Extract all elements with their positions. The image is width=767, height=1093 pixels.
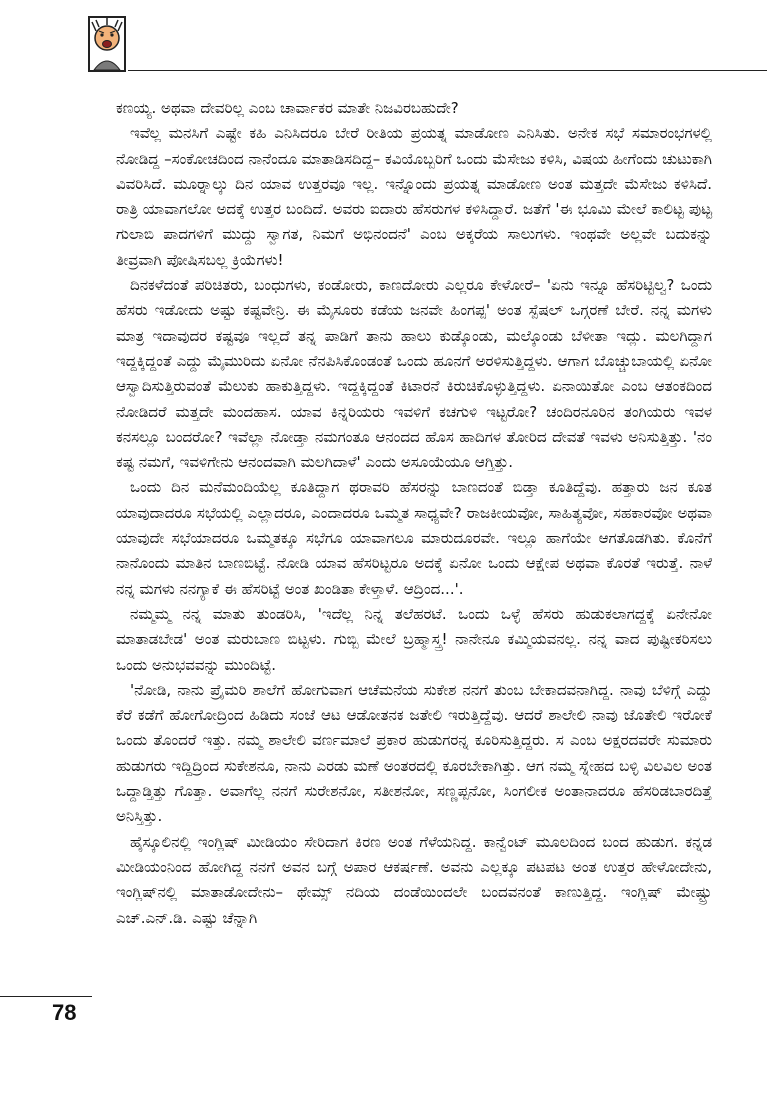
paragraph: 'ನೋಡಿ, ನಾನು ಪ್ರೈಮರಿ ಶಾಲೆಗೆ ಹೋಗುವಾಗ ಆಚೆಮನೆಯ ಸುಕೇಶ ನನಗೆ ತುಂಬ ಬೇಕಾದವನಾಗಿದ್ದ. ನಾವು ಬೆಳಿಗ್ಗೆ ಎದ್ದು ಕೆರೆ ಕಡೆಗೆ ಹೋಗೋದ್ರಿಂದ ಹಿಡಿದು ಸಂಜೆ ಆಟ ಆಡೋತನಕ ಜತೇಲಿ ಇರುತ್ತಿದ್ದೆವು. ಆದರೆ ಶಾಲೇಲಿ ನಾವು ಜೊತೇಲಿ ಇರೋಕೆ ಒಂದು ತೊಂದರೆ ಇತ್ತು. ನಮ್ಮ ಶಾಲೇಲಿ ವರ್ಣಮಾಲೆ ಪ್ರಕಾರ ಹುಡುಗರನ್ನ ಕೂರಿಸುತ್ತಿದ್ದರು. ಸ ಎಂಬ ಅಕ್ಷರದವರೇ ಸುಮಾರು ಹುಡುಗರು ಇದ್ದಿದ್ರಿಂದ ಸುಕೇಶನೂ, ನಾನು ಎರಡು ಮಣೆ ಅಂತರದಲ್ಲಿ ಕೂರಬೇಕಾಗಿತ್ತು. ಆಗ ನಮ್ಮ ಸ್ನೇಹದ ಬಳ್ಳಿ ವಿಲವಿಲ ಅಂತ ಒದ್ದಾಡ್ತಿತ್ತು ಗೊತ್ತಾ. ಅವಾಗೆಲ್ಲ ನನಗೆ ಸುರೇಶನೋ, ಸತೀಶನೋ, ಸಣ್ಣಪ್ಪನೋ, ಸಿಂಗಲೀಕ ಅಂತಾನಾದರೂ ಹೆಸರಿಡಬಾರದಿತ್ತೆ ಅನಿಸ್ತಿತ್ತು.	[116, 680, 712, 826]
paragraph: ನಮ್ಮಮ್ಮ ನನ್ನ ಮಾತು ತುಂಡರಿಸಿ, 'ಇದೆಲ್ಲ ನಿನ್ನ ತಲೆಹರಟೆ. ಒಂದು ಒಳ್ಳೆ ಹೆಸರು ಹುಡುಕಲಾಗದ್ದಕ್ಕೆ ಏನೇನೋ ಮಾತಾಡಬೇಡ' ಅಂತ ಮರುಬಾಣ ಬಿಟ್ಟಳು. ಗುಬ್ಬಿ ಮೇಲೆ ಬ್ರಹ್ಮಾಸ್ತ್ರ! ನಾನೇನೂ ಕಮ್ಮಿಯವನಲ್ಲ. ನನ್ನ ವಾದ ಪುಷ್ಟೀಕರಿಸಲು ಒಂದು ಅನುಭವವನ್ನು ಮುಂದಿಟ್ಟೆ.	[116, 604, 712, 674]
shouting-face-icon	[90, 18, 124, 70]
body-text	[116, 96, 712, 931]
paragraph: ಹೈಸ್ಕೂಲಿನಲ್ಲಿ ಇಂಗ್ಲಿಷ್ ಮೀಡಿಯಂ ಸೇರಿದಾಗ ಕಿರಣ ಅಂತ ಗೆಳೆಯನಿದ್ದ. ಕಾನ್ವೆಂಟ್ ಮೂಲದಿಂದ ಬಂದ ಹುಡುಗ. ಕನ್ನಡ ಮೀಡಿಯಂನಿಂದ ಹೋಗಿದ್ದ ನನಗೆ ಅವನ ಬಗ್ಗೆ ಅಪಾರ ಆಕರ್ಷಣೆ. ಅವನು ಎಲ್ಲಕ್ಕೂ ಪಟಪಟ ಅಂತ ಉತ್ತರ ಹೇಳೋದೇನು, ಇಂಗ್ಲಿಷ್‌ನಲ್ಲಿ ಮಾತಾಡೋದೇನು– ಥೇಮ್ಸ್ ನದಿಯ ದಂಡೆಯಿಂದಲೇ ಬಂದವನಂತೆ ಕಾಣುತ್ತಿದ್ದ. ಇಂಗ್ಲಿಷ್ ಮೇಷ್ಟ್ರು ಎಚ್.ಎನ್.ಡಿ. ಎಷ್ಟು ಚೆನ್ನಾಗಿ	[116, 832, 712, 927]
paragraph: ದಿನಕಳೆದಂತೆ ಪರಿಚಿತರು, ಬಂಧುಗಳು, ಕಂಡೋರು, ಕಾಣದೋರು ಎಲ್ಲರೂ ಕೇಳೋರೆ– 'ಏನು ಇನ್ನೂ ಹೆಸರಿಟ್ಟಿಲ್ವ? ಒಂದು ಹೆಸರು ಇಡೋದು ಅಷ್ಟು ಕಷ್ಟವೇನ್ರಿ. ಈ ಮೈಸೂರು ಕಡೆಯ ಜನವೇ ಹಿಂಗಪ್ಪ' ಅಂತ ಸ್ಪೆಷಲ್ ಒಗ್ಗರಣೆ ಬೇರೆ. ನನ್ನ ಮಗಳು ಮಾತ್ರ ಇದಾವುದರ ಕಷ್ಟವೂ ಇಲ್ಲದೆ ತನ್ನ ಪಾಡಿಗೆ ತಾನು ಹಾಲು ಕುಡ್ಕೊಂಡು, ಮಲ್ಕೊಂಡು ಬೆಳೀತಾ ಇದ್ಲು. ಮಲಗಿದ್ದಾಗ ಇದ್ದಕ್ಕಿದ್ದಂತೆ ಎದ್ದು ಮೈಮುರಿದು ಏನೋ ನೆನಪಿಸಿಕೊಂಡಂತೆ ಒಂದು ಹೂನಗೆ ಅರಳಿಸುತ್ತಿದ್ದಳು. ಆಗಾಗ ಬೊಚ್ಚುಬಾಯಲ್ಲಿ ಏನೋ ಆಸ್ವಾದಿಸುತ್ತಿರುವಂತೆ ಮೆಲುಕು ಹಾಕುತ್ತಿದ್ದಳು. ಇದ್ದಕ್ಕಿದ್ದಂತೆ ಕಿಟಾರನೆ ಕಿರುಚಿಕೊಳ್ಳುತ್ತಿದ್ದಳು. ಏನಾಯಿತೋ ಎಂಬ ಆತಂಕದಿಂದ ನೋಡಿದರೆ ಮತ್ತದೇ ಮಂದಹಾಸ. ಯಾವ ಕಿನ್ನರಿಯರು ಇವಳಿಗೆ ಕಚಗುಳಿ ಇಟ್ಟರೋ? ಚಂದಿರನೂರಿನ ತಂಗಿಯರು ಇವಳ ಕನಸಲ್ಲೂ ಬಂದರೋ? ಇವೆಲ್ಲಾ ನೋಡ್ತಾ ನಮಗಂತೂ ಆನಂದದ ಹೊಸ ಹಾದಿಗಳ ತೋರಿದ ದೇವತೆ ಇವಳು ಅನಿಸುತ್ತಿತ್ತು. 'ನಂ ಕಷ್ಟ ನಮಗೆ, ಇವಳಿಗೇನು ಆನಂದವಾಗಿ ಮಲಗಿದಾಳೆ' ಎಂದು ಅಸೂಯೆಯೂ ಆಗ್ತಿತ್ತು.	[116, 276, 712, 472]
footer-rule	[0, 996, 92, 997]
paragraph: ಒಂದು ದಿನ ಮನೆಮಂದಿಯೆಲ್ಲ ಕೂತಿದ್ದಾಗ ಥರಾವರಿ ಹೆಸರನ್ನು ಬಾಣದಂತೆ ಬಿಡ್ತಾ ಕೂತಿದ್ದೆವು. ಹತ್ತಾರು ಜನ ಕೂತ ಯಾವುದಾದರೂ ಸಭೆಯಲ್ಲಿ ಎಲ್ಲಾದರೂ, ಎಂದಾದರೂ ಒಮ್ಮತ ಸಾಧ್ಯವೇ? ರಾಜಕೀಯವೋ, ಸಾಹಿತ್ಯವೋ, ಸಹಕಾರವೋ ಅಥವಾ ಯಾವುದೇ ಸಭೆಯಾದರೂ ಒಮ್ಮತಕ್ಕೂ ಸಭೆಗೂ ಯಾವಾಗಲೂ ಮಾರುದೂರವೇ. ಇಲ್ಲೂ ಹಾಗೆಯೇ ಆಗತೊಡಗಿತು. ಕೊನೆಗೆ ನಾನೊಂದು ಮಾತಿನ ಬಾಣಬಿಟ್ಟೆ. ನೋಡಿ ಯಾವ ಹೆಸರಿಟ್ಟರೂ ಅದಕ್ಕೆ ಏನೋ ಒಂದು ಆಕ್ಷೇಪ ಅಥವಾ ಕೊರತೆ ಇರುತ್ತೆ. ನಾಳೆ ನನ್ನ ಮಗಳು ನನಗ್ಯಾಕೆ ಈ ಹೆಸರಿಟ್ಟೆ ಅಂತ ಖಂಡಿತಾ ಕೇಳ್ತಾಳೆ. ಆದ್ರಿಂದ...'.	[116, 478, 712, 598]
header-rule	[128, 70, 767, 71]
page-number: 78	[52, 1000, 77, 1025]
header-logo	[88, 16, 126, 72]
paragraph: ಕಣಯ್ಯ. ಅಥವಾ ದೇವರಿಲ್ಲ ಎಂಬ ಚಾರ್ವಾಕರ ಮಾತೇ ನಿಜವಿರಬಹುದೇ?	[116, 99, 459, 117]
paragraph: ಇವೆಲ್ಲ ಮನಸಿಗೆ ಎಷ್ಟೇ ಕಹಿ ಎನಿಸಿದರೂ ಬೇರೆ ರೀತಿಯ ಪ್ರಯತ್ನ ಮಾಡೋಣ ಎನಿಸಿತು. ಅನೇಕ ಸಭೆ ಸಮಾರಂಭಗಳಲ್ಲಿ ನೋಡಿದ್ದ –ಸಂಕೋಚದಿಂದ ನಾನೆಂದೂ ಮಾತಾಡಿಸದಿದ್ದ– ಕವಿಯೊಬ್ಬರಿಗೆ ಒಂದು ಮೆಸೇಜು ಕಳಿಸಿ, ವಿಷಯ ಹೀಗೆಂದು ಚುಟುಕಾಗಿ ವಿವರಿಸಿದೆ. ಮೂರ್‍ನಾಲ್ಕು ದಿನ ಯಾವ ಉತ್ತರವೂ ಇಲ್ಲ. ಇನ್ನೊಂದು ಪ್ರಯತ್ನ ಮಾಡೋಣ ಅಂತ ಮತ್ತದೇ ಮೆಸೇಜು ಕಳಿಸಿದೆ. ರಾತ್ರಿ ಯಾವಾಗಲೋ ಅದಕ್ಕೆ ಉತ್ತರ ಬಂದಿದೆ. ಅವರು ಐದಾರು ಹೆಸರುಗಳ ಕಳಿಸಿದ್ದಾರೆ. ಜತೆಗೆ 'ಈ ಭೂಮಿ ಮೇಲೆ ಕಾಲಿಟ್ಟ ಪುಟ್ಟ ಗುಲಾಬಿ ಪಾದಗಳಿಗೆ ಮುದ್ದು ಸ್ವಾಗತ, ನಿಮಗೆ ಅಭಿನಂದನೆ' ಎಂಬ ಅಕ್ಕರೆಯ ಸಾಲುಗಳು. ಇಂಥವೇ ಅಲ್ಲವೇ ಬದುಕನ್ನು ತೀವ್ರವಾಗಿ ಪೋಷಿಸಬಲ್ಲ ಕ್ರಿಯೆಗಳು!	[116, 124, 712, 269]
